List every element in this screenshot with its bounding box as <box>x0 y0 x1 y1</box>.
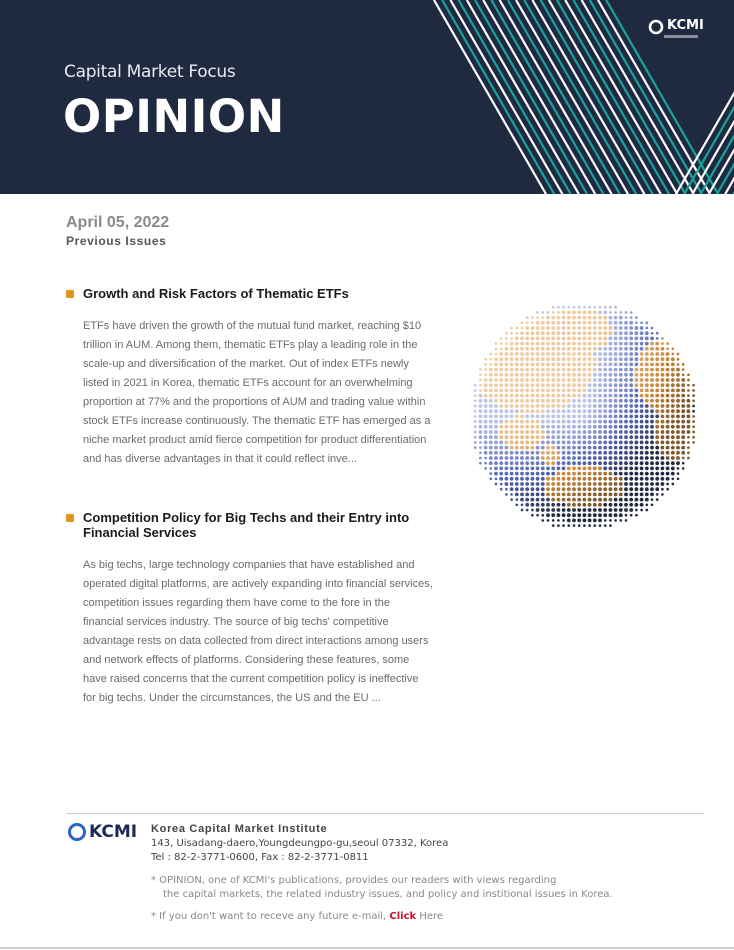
article-title-link[interactable]: Competition Policy for Big Techs and their Entry into Financial Services <box>83 510 410 540</box>
unsubscribe-prefix: * If you don't want to receve any future e-mail, <box>151 911 390 922</box>
previous-issues-link[interactable]: Previous Issues <box>66 234 167 248</box>
bullet-icon <box>66 514 74 522</box>
kcmi-logo-footer <box>67 822 137 842</box>
article-item <box>66 286 436 469</box>
publication-title: OPINION <box>63 90 285 143</box>
publication-note-line1: * OPINION, one of KCMI's publications, provides our readers with views regarding <box>151 875 557 886</box>
organization-contact: Tel : 82-2-3771-0600, Fax : 82-2-3771-0811 <box>151 852 369 863</box>
article-title-link[interactable]: Growth and Risk Factors of Thematic ETFs <box>83 286 349 301</box>
unsubscribe-suffix: Here <box>416 911 444 922</box>
publication-note <box>151 874 711 902</box>
bullet-icon <box>66 290 74 298</box>
unsubscribe-note <box>151 911 443 922</box>
unsubscribe-click-link[interactable]: Click <box>389 911 417 922</box>
publication-subtitle: Capital Market Focus <box>64 62 236 82</box>
bottom-border <box>0 947 734 949</box>
publication-note-line2: the capital markets, the related industry issues, and policy and institional issues in Korea. <box>163 889 613 900</box>
kcmi-logo-icon <box>67 822 87 842</box>
article-summary: As big techs, large technology companies that have established and operated digital platforms, are actively expanding into financial services, competition issues regarding them have come to the fore in the financial services industry. The source of big techs' competitive advantage rests on data collected from direct interactions among users and network effects of platforms. Considering these features, some have raised concerns that the current competition policy is ineffective for big techs. Under the circumstances, the US and the EU ... <box>83 559 433 704</box>
header-banner <box>0 0 734 194</box>
logo-text: KCMI <box>667 18 704 33</box>
footer-divider <box>66 813 704 814</box>
issue-date: April 05, 2022 <box>66 214 170 231</box>
article-item <box>66 510 436 708</box>
dotted-globe-illustration <box>466 298 702 534</box>
article-summary: ETFs have driven the growth of the mutual fund market, reaching $10 trillion in AUM. Among them, thematic ETFs play a leading role in the scale-up and diversification of the market. Out of index ETFs newly listed in 2021 in Korea, thematic ETFs account for an overwhelming proportion at 77% and the proportions of AUM and trading value within stock ETFs increase continuously. The thematic ETF has emerged as a niche market product amid fierce competition for product differentiation and has diverse advantages in that it could reflect inve... <box>83 320 431 465</box>
organization-address: 143, Uisadang-daero,Youngdeungpo-gu,seoul 07332, Korea <box>151 838 449 849</box>
kcmi-logo-icon <box>648 19 664 35</box>
logo-tagline <box>664 35 698 38</box>
organization-name: Korea Capital Market Institute <box>151 823 328 835</box>
kcmi-logo-header <box>648 16 704 38</box>
logo-text: KCMI <box>89 821 138 842</box>
